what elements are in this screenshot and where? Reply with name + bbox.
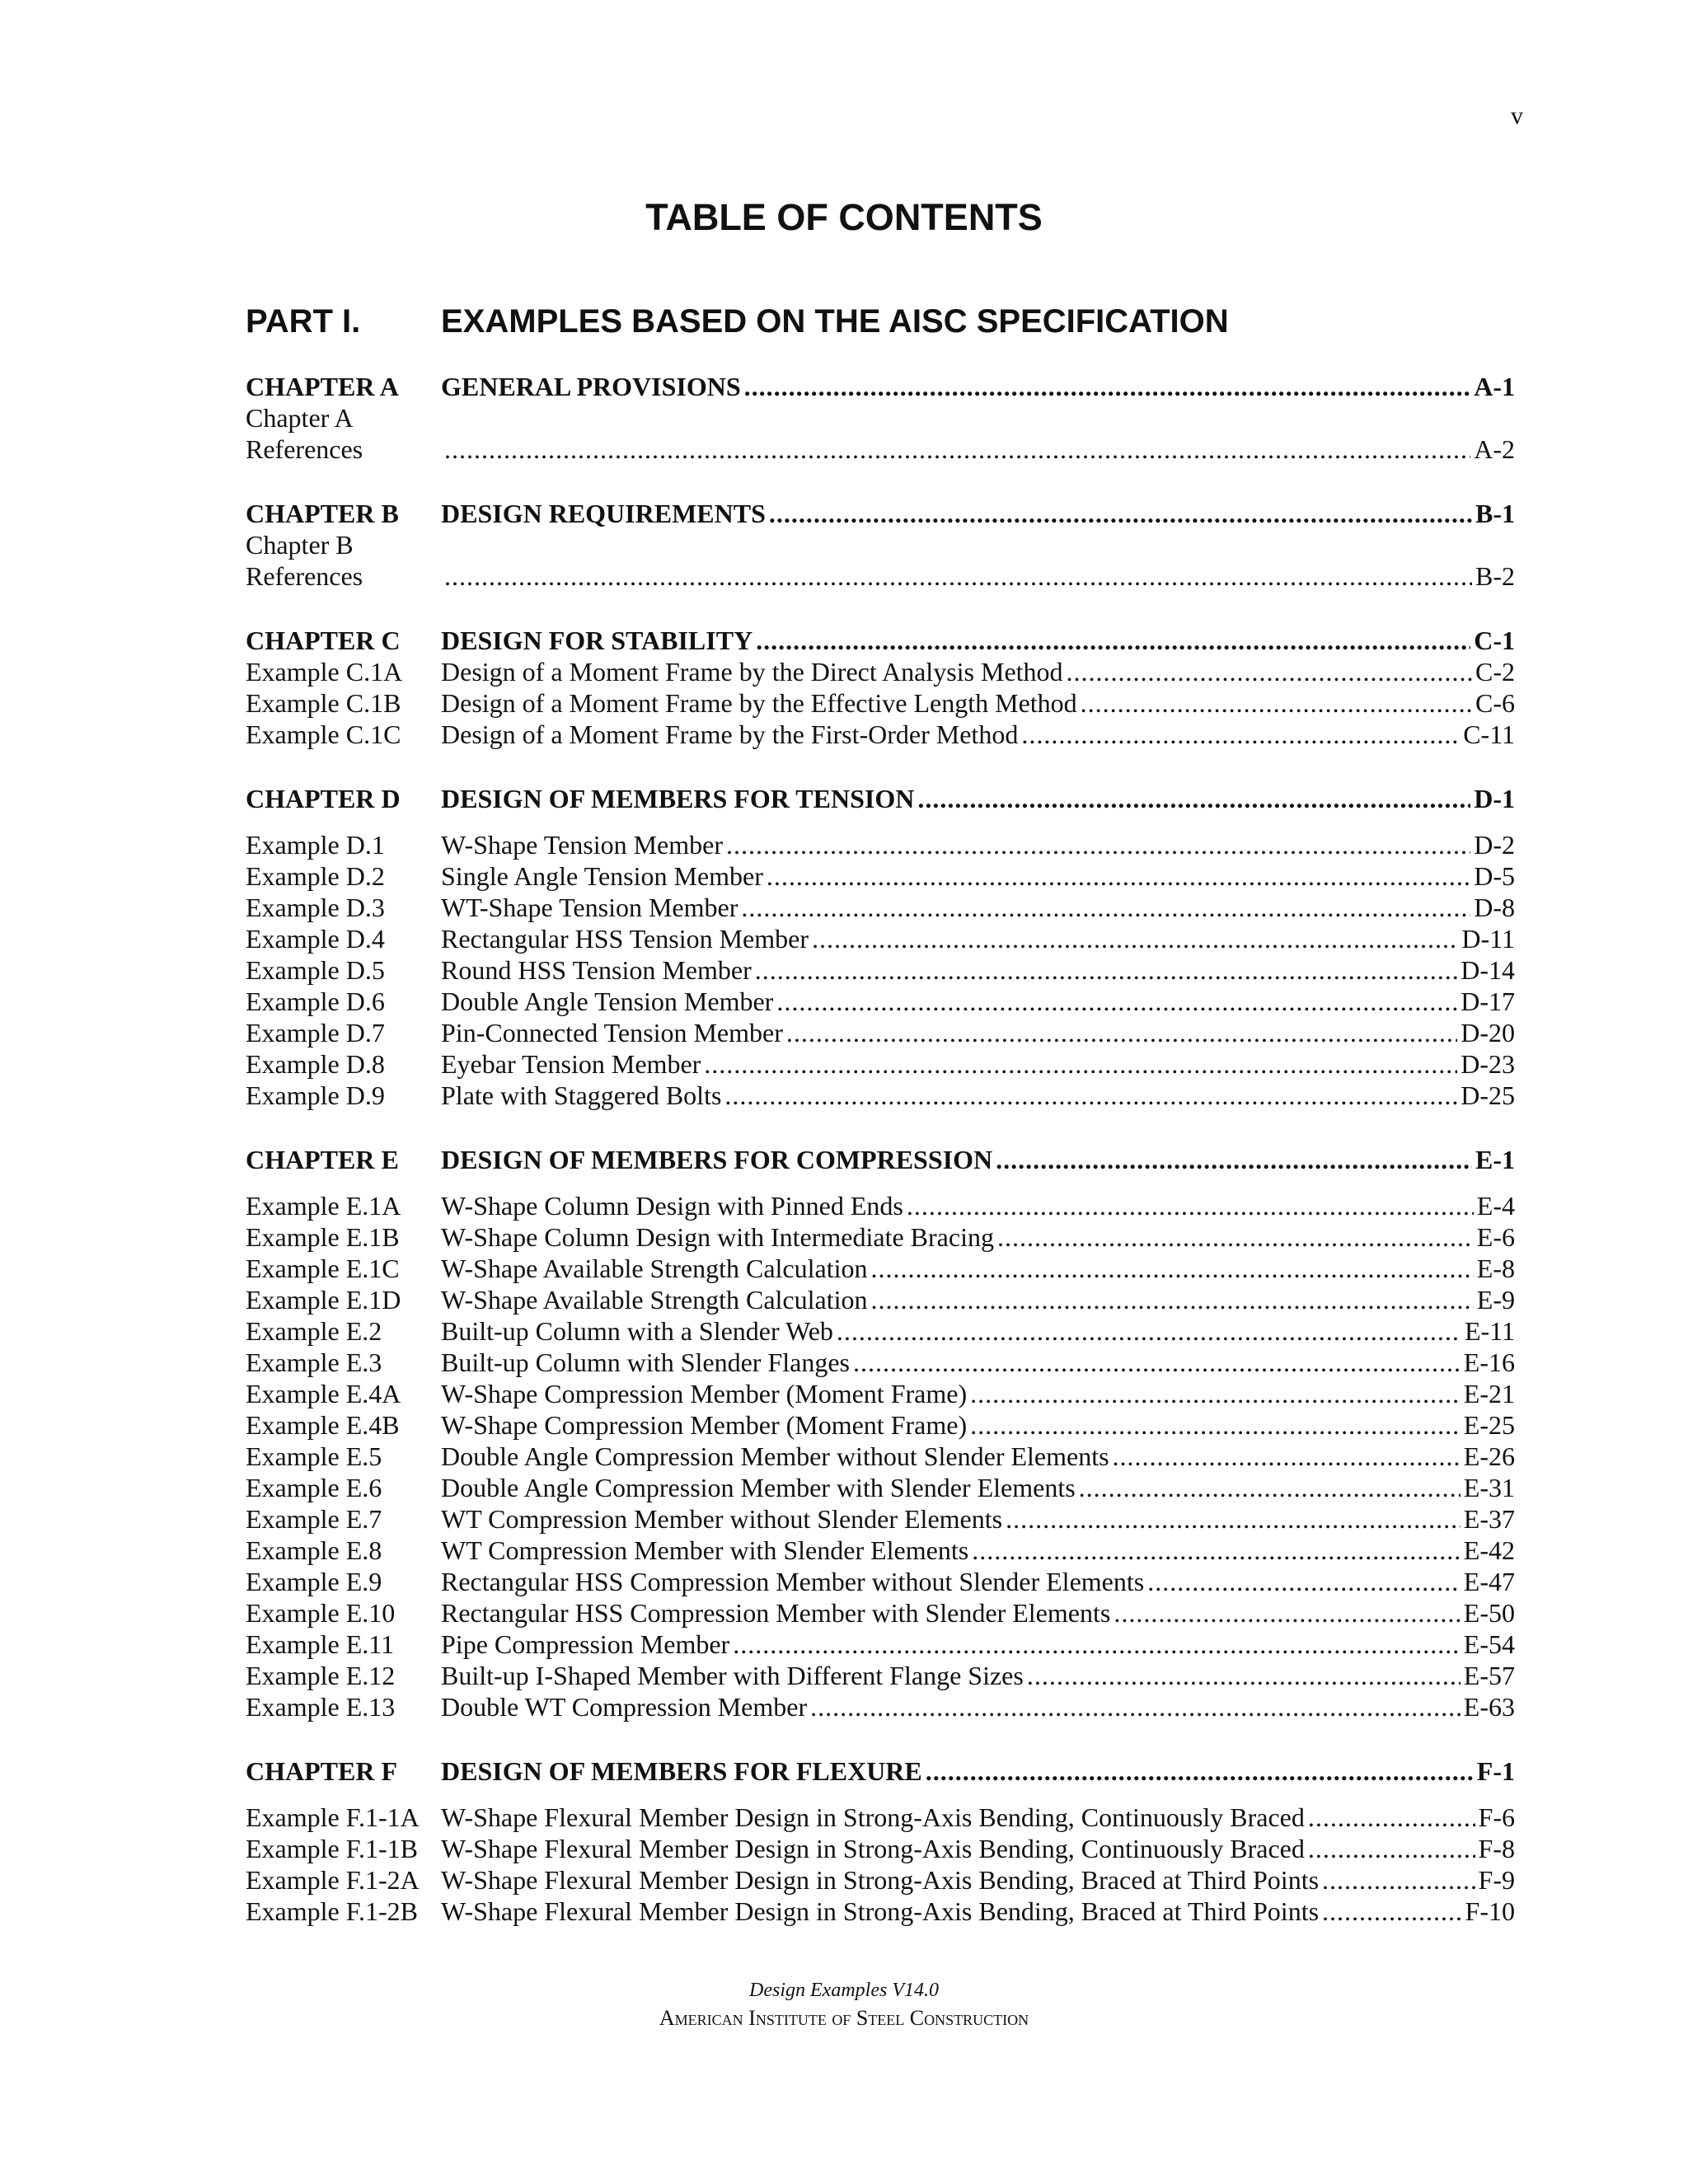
entry-body [441,1896,1515,1927]
toc-entry-row[interactable] [246,656,1515,687]
entry-label: Example F.1-1B [246,1834,418,1863]
dot-leader [871,1284,1474,1315]
entry-body [441,656,1515,687]
dot-leader [1322,1864,1475,1896]
entry-page: D-17 [1461,987,1515,1016]
entry-label: Example E.13 [246,1692,396,1722]
entry-page: E-9 [1476,1285,1515,1315]
entry-body [441,1347,1515,1378]
entry-title: W-Shape Tension Member [441,830,723,860]
chapter-page: E-1 [1475,1145,1515,1174]
chapter-entry [441,783,1515,814]
chapter-heading-row[interactable] [246,498,1515,529]
chapter-heading-row[interactable] [246,1755,1515,1787]
chapter-section [246,1144,1515,1722]
entry-page: D-20 [1461,1018,1515,1047]
chapter-section [246,1755,1515,1927]
entry-label: Example E.4A [246,1379,401,1408]
toc-entry-row[interactable] [246,1597,1515,1629]
toc-entry-row[interactable] [246,892,1515,923]
toc-entry-row[interactable] [246,560,1515,592]
entry-body [441,1472,1515,1503]
dot-leader [1079,1472,1461,1503]
toc-entry-row[interactable] [246,1017,1515,1048]
entry-label: Example E.4B [246,1410,400,1440]
table-of-contents [246,371,1515,1960]
toc-entry-row[interactable] [246,402,1515,434]
entry-body [441,1864,1515,1896]
toc-entry-row[interactable] [246,1190,1515,1221]
chapter-section [246,783,1515,1111]
chapter-label: CHAPTER B [246,499,399,528]
chapter-title: DESIGN OF MEMBERS FOR TENSION [441,784,915,813]
entry-page: F-9 [1478,1865,1515,1895]
dot-leader [769,498,1472,529]
chapter-entry [441,625,1515,656]
dot-leader [444,560,1472,592]
chapter-heading-row[interactable] [246,625,1515,656]
entry-body [441,1833,1515,1864]
dot-leader [767,860,1470,892]
entry-label: Example C.1C [246,719,401,749]
entry-title: Double WT Compression Member [441,1692,808,1722]
toc-entry-row[interactable] [246,1629,1515,1660]
entry-body [441,1802,1515,1833]
entry-title: W-Shape Flexural Member Design in Strong-Axis Bending, Braced at Third Points [441,1865,1320,1895]
entry-title: WT Compression Member with Slender Elements [441,1535,969,1565]
entry-title: Rectangular HSS Tension Member [441,924,809,954]
dot-leader [704,1048,1457,1080]
part-title: EXAMPLES BASED ON THE AISC SPECIFICATION [441,303,1229,340]
dot-leader [1067,656,1472,687]
toc-entry-row[interactable] [246,1535,1515,1566]
dot-leader [1147,1566,1461,1597]
entry-title: Design of a Moment Frame by the Direct Analysis Method [441,657,1063,687]
entry-title: W-Shape Flexural Member Design in Strong-Axis Bending, Continuously Braced [441,1834,1305,1863]
toc-entry-row[interactable] [246,1441,1515,1472]
entry-label: Example E.1A [246,1191,401,1221]
entry-page: F-6 [1478,1802,1515,1832]
entry-page: D-23 [1461,1049,1515,1079]
entry-body [441,892,1515,923]
entry-title: Single Angle Tension Member [441,861,763,891]
entry-body [441,1597,1515,1629]
entry-label: Example F.1-1A [246,1802,420,1832]
dot-leader [1114,1597,1460,1629]
chapter-section [246,498,1515,592]
entry-body [441,1017,1515,1048]
entry-label: Example D.3 [246,893,385,922]
entry-page: B-2 [1475,561,1515,591]
entry-body [441,1221,1515,1253]
entry-title: Eyebar Tension Member [441,1049,701,1079]
entry-body [441,1503,1515,1535]
page-number: v [1511,102,1523,129]
entry-label: Example D.2 [246,861,385,891]
toc-entry-row[interactable] [246,529,1515,560]
entry-body [441,687,1515,719]
entry-label: Example D.1 [246,830,385,860]
entry-body [441,434,1515,465]
entry-page: D-8 [1474,893,1515,922]
entry-body [441,1535,1515,1566]
dot-leader [755,954,1458,986]
toc-entry-row[interactable] [246,1833,1515,1864]
entry-body [441,1691,1515,1722]
toc-entry-row[interactable] [246,954,1515,986]
part-label: PART I. [246,303,361,340]
chapter-page: B-1 [1475,499,1515,528]
entry-body [441,986,1515,1017]
entry-page: D-25 [1461,1080,1515,1110]
entry-title: Pipe Compression Member [441,1629,730,1659]
entry-page: D-11 [1461,924,1515,954]
dot-leader [996,1144,1472,1175]
entry-title: W-Shape Flexural Member Design in Strong-Axis Bending, Continuously Braced [441,1802,1305,1832]
page-title: TABLE OF CONTENTS [645,196,1043,238]
toc-entry-row[interactable] [246,1660,1515,1691]
dot-leader [926,1755,1474,1787]
dot-leader [1308,1833,1475,1864]
dot-leader [444,434,1470,465]
entry-label: Example D.5 [246,955,385,985]
chapter-heading-row[interactable] [246,1144,1515,1175]
entry-title: W-Shape Available Strength Calculation [441,1254,868,1283]
entry-body [441,1378,1515,1409]
entry-page: E-26 [1463,1441,1515,1471]
dot-leader [871,1253,1474,1284]
entry-body [441,829,1515,860]
entry-page: F-10 [1465,1896,1515,1926]
entry-body [441,954,1515,986]
entry-body [441,1253,1515,1284]
entry-label: Chapter B [246,530,354,560]
toc-entry-row[interactable] [246,687,1515,719]
entry-page: F-8 [1478,1834,1515,1863]
toc-entry-row[interactable] [246,1472,1515,1503]
toc-entry-row[interactable] [246,1409,1515,1441]
entry-body [441,860,1515,892]
entry-page: E-11 [1464,1316,1515,1346]
chapter-entry [441,1144,1515,1175]
entry-label: Example E.6 [246,1473,382,1502]
entry-title: Built-up I-Shaped Member with Different Flange Sizes [441,1661,1024,1690]
entry-label: Example E.11 [246,1629,395,1659]
entry-label: Example D.4 [246,924,385,954]
entry-label: Example E.1D [246,1285,401,1315]
entry-page: E-8 [1476,1254,1515,1283]
dot-leader [812,923,1458,954]
entry-body [441,1190,1515,1221]
entry-label: Example D.9 [246,1080,385,1110]
dot-leader [997,1221,1474,1253]
entry-page: E-6 [1476,1222,1515,1252]
dot-leader [917,783,1470,814]
dot-leader [726,829,1470,860]
entry-title: Rectangular HSS Compression Member with Slender Elements [441,1598,1111,1628]
toc-entry-row[interactable] [246,1691,1515,1722]
chapter-entry [441,498,1515,529]
dot-leader [724,1080,1457,1111]
toc-entry-row[interactable] [246,1253,1515,1284]
entry-page: E-16 [1463,1347,1515,1377]
toc-entry-row[interactable] [246,1315,1515,1347]
entry-label: Chapter A [246,403,354,433]
dot-leader [1006,1503,1461,1535]
chapter-page: D-1 [1474,784,1515,813]
entry-title: W-Shape Column Design with Intermediate Bracing [441,1222,994,1252]
entry-label: Example E.8 [246,1535,382,1565]
toc-entry-row[interactable] [246,1347,1515,1378]
dot-leader [837,1315,1461,1347]
entry-label: Example E.5 [246,1441,382,1471]
entry-body [441,1566,1515,1597]
toc-entry-row[interactable] [246,1566,1515,1597]
entry-label: References [246,434,363,464]
entry-body [441,1080,1515,1111]
entry-page: E-63 [1463,1692,1515,1722]
toc-entry-row[interactable] [246,860,1515,892]
entry-label: Example E.1B [246,1222,400,1252]
chapter-label: CHAPTER D [246,784,401,813]
chapter-entry [441,371,1515,402]
toc-entry-row[interactable] [246,1378,1515,1409]
chapter-page: F-1 [1476,1756,1515,1786]
entry-page: A-2 [1474,434,1515,464]
entry-title: Built-up Column with Slender Flanges [441,1347,850,1377]
footer-publisher: American Institute of Steel Construction [659,2006,1029,2030]
dot-leader [733,1629,1461,1660]
entry-label: Example E.12 [246,1661,396,1690]
entry-label: References [246,561,363,591]
dot-leader [1027,1660,1461,1691]
entry-page: E-31 [1463,1473,1515,1502]
entry-body [441,1048,1515,1080]
entry-page: E-47 [1463,1567,1515,1596]
entry-page: E-50 [1463,1598,1515,1628]
dot-leader [970,1409,1461,1441]
dot-leader [853,1347,1461,1378]
toc-entry-row[interactable] [246,719,1515,750]
dot-leader [810,1691,1461,1722]
entry-body [441,560,1515,592]
entry-body [441,1441,1515,1472]
toc-entry-row[interactable] [246,1284,1515,1315]
entry-title: Design of a Moment Frame by the First-Order Method [441,719,1019,749]
entry-page: E-25 [1463,1410,1515,1440]
entry-label: Example E.7 [246,1504,382,1534]
toc-entry-row[interactable] [246,434,1515,465]
entry-page: E-4 [1476,1191,1515,1221]
entry-label: Example C.1B [246,688,401,718]
entry-page: C-2 [1475,657,1515,687]
chapter-title: DESIGN FOR STABILITY [441,626,753,655]
entry-label: Example E.2 [246,1316,382,1346]
entry-page: D-14 [1461,955,1515,985]
chapter-label: CHAPTER E [246,1145,399,1174]
dot-leader [786,1017,1457,1048]
toc-entry-row[interactable] [246,1864,1515,1896]
entry-page: D-2 [1474,830,1515,860]
entry-title: WT Compression Member without Slender Elements [441,1504,1003,1534]
toc-entry-row[interactable] [246,1896,1515,1927]
dot-leader [776,986,1457,1017]
entry-title: W-Shape Available Strength Calculation [441,1285,868,1315]
dot-leader [1113,1441,1461,1472]
entry-label: Example E.3 [246,1347,382,1377]
chapter-section [246,371,1515,465]
entry-body [441,923,1515,954]
dot-leader [1322,1896,1462,1927]
entry-title: Double Angle Tension Member [441,987,774,1016]
entry-page: D-5 [1474,861,1515,891]
toc-entry-row[interactable] [246,1503,1515,1535]
toc-entry-row[interactable] [246,1080,1515,1111]
chapter-section [246,625,1515,750]
entry-label: Example E.9 [246,1567,382,1596]
chapter-heading-row[interactable] [246,783,1515,814]
entry-title: Built-up Column with a Slender Web [441,1316,833,1346]
dot-leader [1081,687,1472,719]
chapter-label: CHAPTER F [246,1756,397,1786]
entry-page: E-54 [1463,1629,1515,1659]
entry-label: Example D.8 [246,1049,385,1079]
entry-title: Round HSS Tension Member [441,955,752,985]
entry-title: W-Shape Compression Member (Moment Frame) [441,1379,968,1408]
entry-body [441,1409,1515,1441]
entry-page: E-42 [1463,1535,1515,1565]
entry-page: E-57 [1463,1661,1515,1690]
entry-body [441,1660,1515,1691]
footer-publication: Design Examples V14.0 [749,1980,939,2001]
entry-label: Example E.10 [246,1598,396,1628]
entry-body [441,1629,1515,1660]
entry-label: Example D.6 [246,987,385,1016]
entry-title: W-Shape Compression Member (Moment Frame) [441,1410,968,1440]
page-footer [0,1976,1688,2032]
chapter-entry [441,1755,1515,1787]
entry-label: Example C.1A [246,657,403,687]
toc-entry-row[interactable] [246,1048,1515,1080]
entry-title: Double Angle Compression Member without Slender Elements [441,1441,1109,1471]
chapter-page: C-1 [1474,626,1515,655]
chapter-title: DESIGN REQUIREMENTS [441,499,766,528]
dot-leader [972,1535,1461,1566]
entry-title: Plate with Staggered Bolts [441,1080,722,1110]
dot-leader [907,1190,1474,1221]
entry-body [441,1315,1515,1347]
toc-entry-row[interactable] [246,986,1515,1017]
chapter-title: GENERAL PROVISIONS [441,372,741,401]
entry-page: E-37 [1463,1504,1515,1534]
entry-body [441,719,1515,750]
toc-entry-row[interactable] [246,923,1515,954]
entry-label: Example D.7 [246,1018,385,1047]
chapter-page: A-1 [1474,372,1515,401]
toc-entry-row[interactable] [246,1221,1515,1253]
entry-title: Pin-Connected Tension Member [441,1018,783,1047]
entry-label: Example F.1-2B [246,1896,418,1926]
dot-leader [970,1378,1461,1409]
entry-title: W-Shape Flexural Member Design in Strong-Axis Bending, Braced at Third Points [441,1896,1320,1926]
dot-leader [756,625,1470,656]
entry-body [441,1284,1515,1315]
entry-page: C-11 [1463,719,1515,749]
dot-leader [744,371,1471,402]
toc-entry-row[interactable] [246,1802,1515,1833]
chapter-label: CHAPTER C [246,626,401,655]
chapter-title: DESIGN OF MEMBERS FOR FLEXURE [441,1756,922,1786]
entry-title: W-Shape Column Design with Pinned Ends [441,1191,903,1221]
chapter-heading-row[interactable] [246,371,1515,402]
entry-title: Double Angle Compression Member with Slender Elements [441,1473,1076,1502]
dot-leader [741,892,1470,923]
entry-label: Example E.1C [246,1254,400,1283]
entry-title: WT-Shape Tension Member [441,893,738,922]
entry-title: Rectangular HSS Compression Member without Slender Elements [441,1567,1145,1596]
dot-leader [1021,719,1460,750]
toc-entry-row[interactable] [246,829,1515,860]
entry-label: Example F.1-2A [246,1865,420,1895]
entry-page: E-21 [1463,1379,1515,1408]
chapter-label: CHAPTER A [246,372,399,401]
chapter-title: DESIGN OF MEMBERS FOR COMPRESSION [441,1145,993,1174]
entry-page: C-6 [1475,688,1515,718]
entry-title: Design of a Moment Frame by the Effective Length Method [441,688,1077,718]
dot-leader [1308,1802,1475,1833]
